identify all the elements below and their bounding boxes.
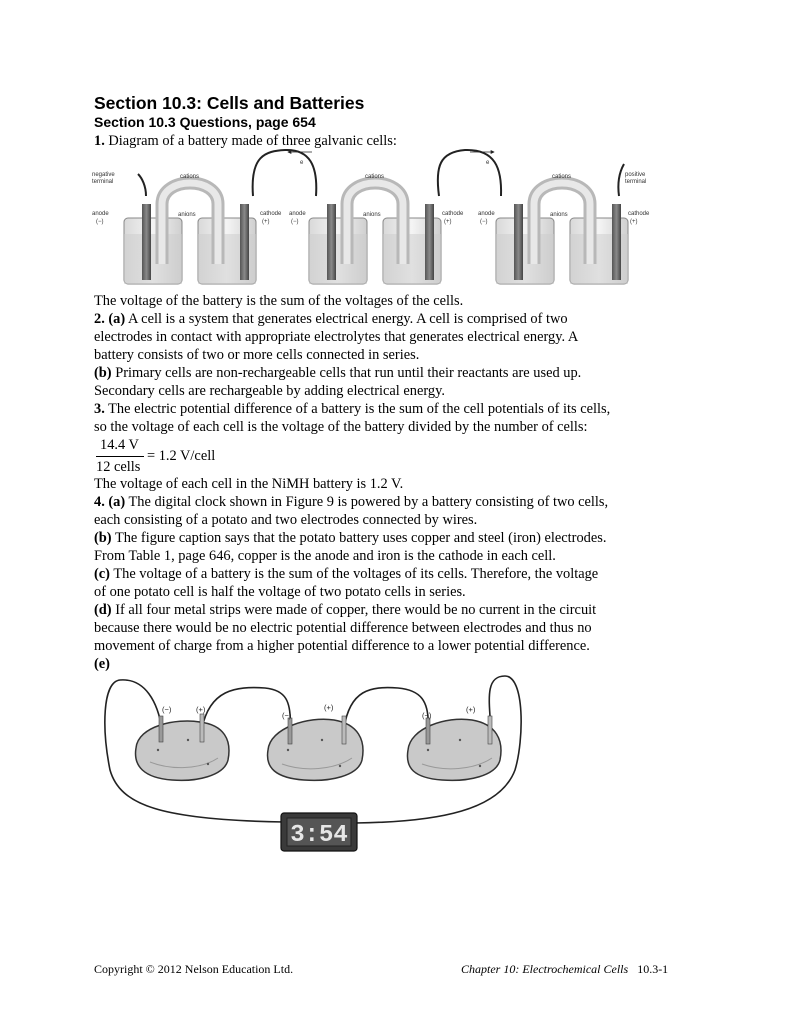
answer-4c-line-1 xyxy=(94,565,598,583)
connecting-wire-2 xyxy=(344,688,428,730)
negative-electrode xyxy=(426,718,430,744)
answer-4a-line-1 xyxy=(94,493,608,511)
answer-2a-line-2: electrodes in contact with appropriate electrolytes that generates electrical energy. A xyxy=(94,329,579,345)
positive-sign: (+) xyxy=(466,705,476,714)
question-label: 4. (a) xyxy=(94,494,126,510)
footer-chapter xyxy=(461,962,668,977)
potato-battery-diagram xyxy=(100,670,532,856)
galvanic-cell-3 xyxy=(478,174,650,284)
answer-3-line-2: so the voltage of each cell is the voltage of the battery divided by the number of cells: xyxy=(94,419,588,435)
answer-2b-line-2: Secondary cells are rechargeable by adding electrical energy. xyxy=(94,383,445,399)
answer-4d-line-2: because there would be no electric potential difference between electrodes and thus no xyxy=(94,620,592,636)
answer-4b-line-2: From Table 1, page 646, copper is the anode and iron is the cathode in each cell. xyxy=(94,548,556,564)
negative-electrode xyxy=(159,716,163,742)
negative-electrode xyxy=(288,718,292,744)
answer-2a-line-3: battery consists of two or more cells connected in series. xyxy=(94,347,420,363)
anode-sign: (−) xyxy=(291,219,299,225)
positive-electrode xyxy=(200,714,204,742)
fraction-result: = 1.2 V/cell xyxy=(147,448,216,464)
anode-electrode xyxy=(142,204,151,280)
answer-text: Primary cells are non-rechargeable cells that run until their reactants are used up. xyxy=(115,365,582,381)
cathode-sign: (+) xyxy=(444,219,452,225)
cathode-electrode xyxy=(240,204,249,280)
answer-3-conclusion: The voltage of each cell in the NiMH battery is 1.2 V. xyxy=(94,476,404,492)
question-label: (b) xyxy=(94,365,112,381)
answer-2b-line-1 xyxy=(94,364,581,382)
cathode-electrode xyxy=(612,204,621,280)
fraction-denominator: 12 cells xyxy=(96,459,141,475)
anode-sign: (−) xyxy=(96,219,104,225)
answer-4d-line-3: movement of charge from a higher potential difference to a lower potential difference. xyxy=(94,638,590,654)
electron-label-2: e xyxy=(486,160,490,166)
potato-cell-1 xyxy=(136,705,229,780)
section-title: Section 10.3: Cells and Batteries xyxy=(94,93,365,113)
answer-4c-line-2: of one potato cell is half the voltage of two potato cells in series. xyxy=(94,584,466,600)
cathode-sign: (+) xyxy=(630,219,638,225)
potato-cell-3 xyxy=(407,705,501,780)
potato xyxy=(268,719,363,780)
answer-text: The figure caption says that the potato battery uses copper and steel (iron) electrodes. xyxy=(114,530,607,546)
answer-text: The electric potential difference of a battery is the sum of the cell potentials of its cells, xyxy=(108,401,611,417)
answer-4d-line-1 xyxy=(94,601,596,619)
cathode-label: cathode xyxy=(442,211,464,217)
negative-terminal-label-2: terminal xyxy=(92,179,114,185)
cathode-label: cathode xyxy=(260,211,282,217)
positive-terminal-label-1: positive xyxy=(625,172,646,178)
cathode-electrode xyxy=(425,204,434,280)
answer-2a-line-1 xyxy=(94,310,568,328)
answer-text: If all four metal strips were made of copper, there would be no current in the circuit xyxy=(115,602,597,618)
cations-label: cations xyxy=(180,174,200,180)
anode-label: anode xyxy=(478,211,495,217)
section-subtitle: Section 10.3 Questions, page 654 xyxy=(94,114,316,130)
anions-label: anions xyxy=(178,212,196,218)
page-number: 10.3-1 xyxy=(637,962,669,976)
battery-diagram xyxy=(90,146,660,292)
question-number: 1. xyxy=(94,133,105,149)
anode-sign: (−) xyxy=(480,219,488,225)
question-label: (d) xyxy=(94,602,112,618)
question-label: 2. (a) xyxy=(94,311,126,327)
footer-copyright: Copyright © 2012 Nelson Education Ltd. xyxy=(94,962,294,976)
cathode-label: cathode xyxy=(628,211,650,217)
cations-label: cations xyxy=(365,174,385,180)
negative-sign: (−) xyxy=(162,705,172,714)
positive-terminal-label-2: terminal xyxy=(625,179,647,185)
anode-label: anode xyxy=(289,211,306,217)
potato-cell-2 xyxy=(268,703,363,780)
question-label: (e) xyxy=(94,656,110,672)
answer-text: The digital clock shown in Figure 9 is powered by a battery consisting of two cells, xyxy=(128,494,609,510)
wire-1 xyxy=(253,150,317,196)
negative-sign: (−) xyxy=(282,711,292,720)
anode-electrode xyxy=(327,204,336,280)
positive-sign: (+) xyxy=(196,705,206,714)
answer-1-conclusion: The voltage of the battery is the sum of the voltages of the cells. xyxy=(94,293,464,309)
anions-label: anions xyxy=(550,212,568,218)
fraction-bar xyxy=(96,456,144,457)
fraction-numerator: 14.4 V xyxy=(100,437,139,453)
connecting-wire-1 xyxy=(202,688,290,730)
clock-display: 3:54 xyxy=(290,822,348,849)
potato xyxy=(136,721,229,780)
answer-4b-line-1 xyxy=(94,529,606,547)
digital-clock xyxy=(281,813,357,851)
negative-sign: (−) xyxy=(422,711,432,720)
wire-2 xyxy=(438,150,501,196)
question-text: Diagram of a battery made of three galvanic cells: xyxy=(108,133,397,149)
positive-electrode xyxy=(342,716,346,744)
anode-label: anode xyxy=(92,211,109,217)
positive-electrode xyxy=(488,716,492,744)
anode-electrode xyxy=(514,204,523,280)
cations-label: cations xyxy=(552,174,572,180)
wire-4 xyxy=(138,174,146,196)
question-label: 3. xyxy=(94,401,105,417)
question-label: (b) xyxy=(94,530,112,546)
answer-text: A cell is a system that generates electrical energy. A cell is comprised of two xyxy=(127,311,568,327)
chapter-title: Chapter 10: Electrochemical Cells xyxy=(461,962,629,976)
answer-3-line-1 xyxy=(94,400,610,418)
answer-text: The voltage of a battery is the sum of the voltages of its cells. Therefore, the voltage xyxy=(113,566,599,582)
answer-4a-line-2: each consisting of a potato and two electrodes connected by wires. xyxy=(94,512,478,528)
electron-label-1: e xyxy=(300,160,304,166)
potato xyxy=(407,719,501,780)
question-label: (c) xyxy=(94,566,110,582)
negative-terminal-label-1: negative xyxy=(92,172,115,178)
cathode-sign: (+) xyxy=(262,219,270,225)
positive-sign: (+) xyxy=(324,703,334,712)
anions-label: anions xyxy=(363,212,381,218)
wire-3 xyxy=(618,164,624,196)
